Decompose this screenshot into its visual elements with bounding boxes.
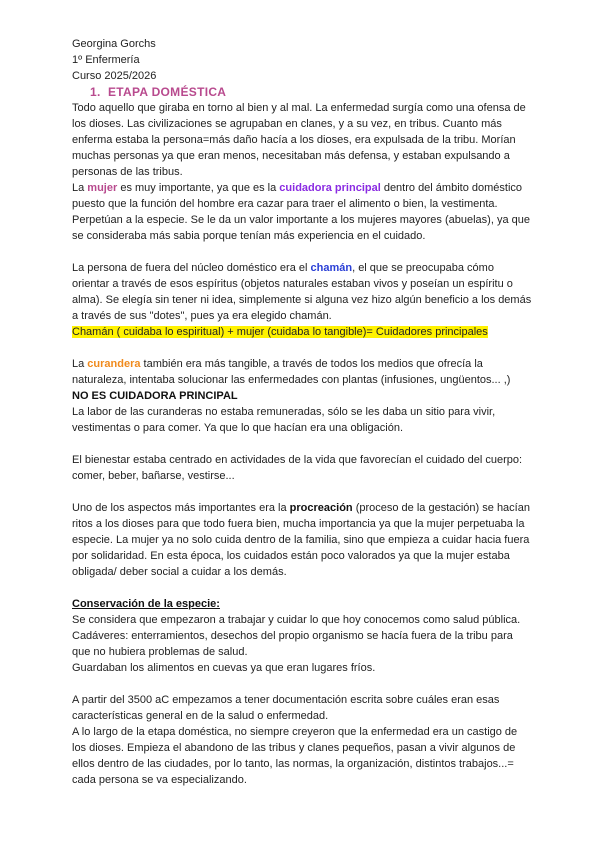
text-run: La persona de fuera del núcleo doméstico era el: [72, 262, 311, 274]
section-number: 1.: [90, 85, 101, 99]
note-no-cuidadora: NO ES CUIDADORA PRINCIPAL: [72, 390, 238, 402]
keyword-cuidadora-principal: cuidadora principal: [279, 182, 381, 194]
keyword-procreacion: procreación: [289, 502, 353, 514]
paragraph-mujer: [72, 180, 532, 244]
spacer: [72, 340, 532, 356]
conservacion-line: Se considera que empezaron a trabajar y cuidar lo que hoy conocemos como salud pública.: [72, 614, 521, 626]
paragraph-curandera-labor: La labor de las curanderas no estaba remuneradas, sólo se les daba un sitio para vivir, vestimentas o para comer. Ya que lo que hacían era una obligación.: [72, 406, 496, 434]
course-level: 1º Enfermería: [72, 54, 140, 66]
text-run: , el que se preocupaba cómo orientar a través de esos espíritus (objetos naturales estaban vivos y poseían un espíritu o alma). Se elegía sin tener ni idea, simplemente si alguna vez hizo algún beneficio a los demás a través de sus "dotes", pues ya era elegido chamán.: [72, 262, 532, 322]
keyword-curandera: curandera: [87, 358, 141, 370]
spacer: [72, 676, 532, 692]
highlighted-text: Chamán ( cuidaba lo espiritual) + mujer (cuidaba lo tangible)= Cuidadores principales: [72, 326, 488, 338]
section-heading: [72, 84, 532, 100]
paragraph-curandera: [72, 356, 532, 388]
paragraph-chaman: [72, 260, 532, 324]
text-run: es muy importante, ya que es la: [117, 182, 280, 194]
spacer: [72, 484, 532, 500]
paragraph-documentacion: A partir del 3500 aC empezamos a tener documentación escrita sobre cuáles eran esas características general en de la salud o enfermedad.: [72, 694, 500, 722]
academic-year: Curso 2025/2026: [72, 70, 157, 82]
subheading-conservacion: Conservación de la especie:: [72, 598, 220, 610]
paragraph-etapa-domestica: A lo largo de la etapa doméstica, no siempre creyeron que la enfermedad era un castigo de los dioses. Empieza el abandono de las tribus y clanes pequeños, pasan a vivir algunos de ellos dentro de las ciudades, por lo tanto, las normas, la organización, distintos trabajos...= cada persona se va especializando.: [72, 726, 518, 786]
text-run: La: [72, 358, 88, 370]
spacer: [72, 436, 532, 452]
text-run: también era más tangible, a través de todos los medios que ofrecía la naturaleza, intentaba solucionar las enfermedades con plantas (infusiones, ungüentos... ,): [72, 358, 511, 386]
spacer: [72, 580, 532, 596]
keyword-mujer: mujer: [87, 182, 118, 194]
conservacion-line: Guardaban los alimentos en cuevas ya que eran lugares fríos.: [72, 662, 376, 674]
keyword-chaman: chamán: [310, 262, 353, 274]
author-name: Georgina Gorchs: [72, 38, 156, 50]
text-run: Uno de los aspectos más importantes era la: [72, 502, 290, 514]
conservacion-line: Cadáveres: enterramientos, desechos del propio organismo se hacía fuera de la tribu para que no hubiera problemas de salud.: [72, 630, 513, 658]
text-run: (proceso de la gestación) se hacían ritos a los dioses para que todo fuera bien, mucha importancia ya que la mujer perpetuaba la especie. La mujer ya no solo cuida dentro de la familia, sino que empieza a cuidar hacia fuera por solidaridad. En esta época, los cuidados están poco valorados ya que la mujer estaba obligada/ deber social a cuidar a los demás.: [72, 502, 530, 578]
text-run: dentro del ámbito doméstico puesto que la función del hombre era cazar para traer el alimento o bien, la vestimenta. Perpetúan a la especie. Se le da un valor importante a los mujeres mayores (abuelas), ya que se consideraba más sabia porque tenían más experiencia en el cuidado.: [72, 182, 530, 242]
spacer: [72, 244, 532, 260]
paragraph-bienestar: El bienestar estaba centrado en actividades de la vida que favorecían el cuidado del cuerpo: comer, beber, bañarse, vestirse...: [72, 454, 523, 482]
paragraph-procreacion: [72, 500, 532, 580]
section-title: ETAPA DOMÉSTICA: [108, 85, 227, 99]
document-page: [72, 36, 532, 788]
highlight-summary: [72, 324, 532, 340]
text-run: La: [72, 182, 88, 194]
paragraph-intro: Todo aquello que giraba en torno al bien y al mal. La enfermedad surgía como una ofensa de los dioses. Las civilizaciones se agrupaban en clanes, y a su vez, en tribus. Cuanto más enferma estaba la persona=más daño hacía a los dioses, era expulsada de la tribu. Morían muchas personas ya que eran menos, necesitaban más defensa, y estaban expulsando a personas de las tribus.: [72, 102, 526, 178]
